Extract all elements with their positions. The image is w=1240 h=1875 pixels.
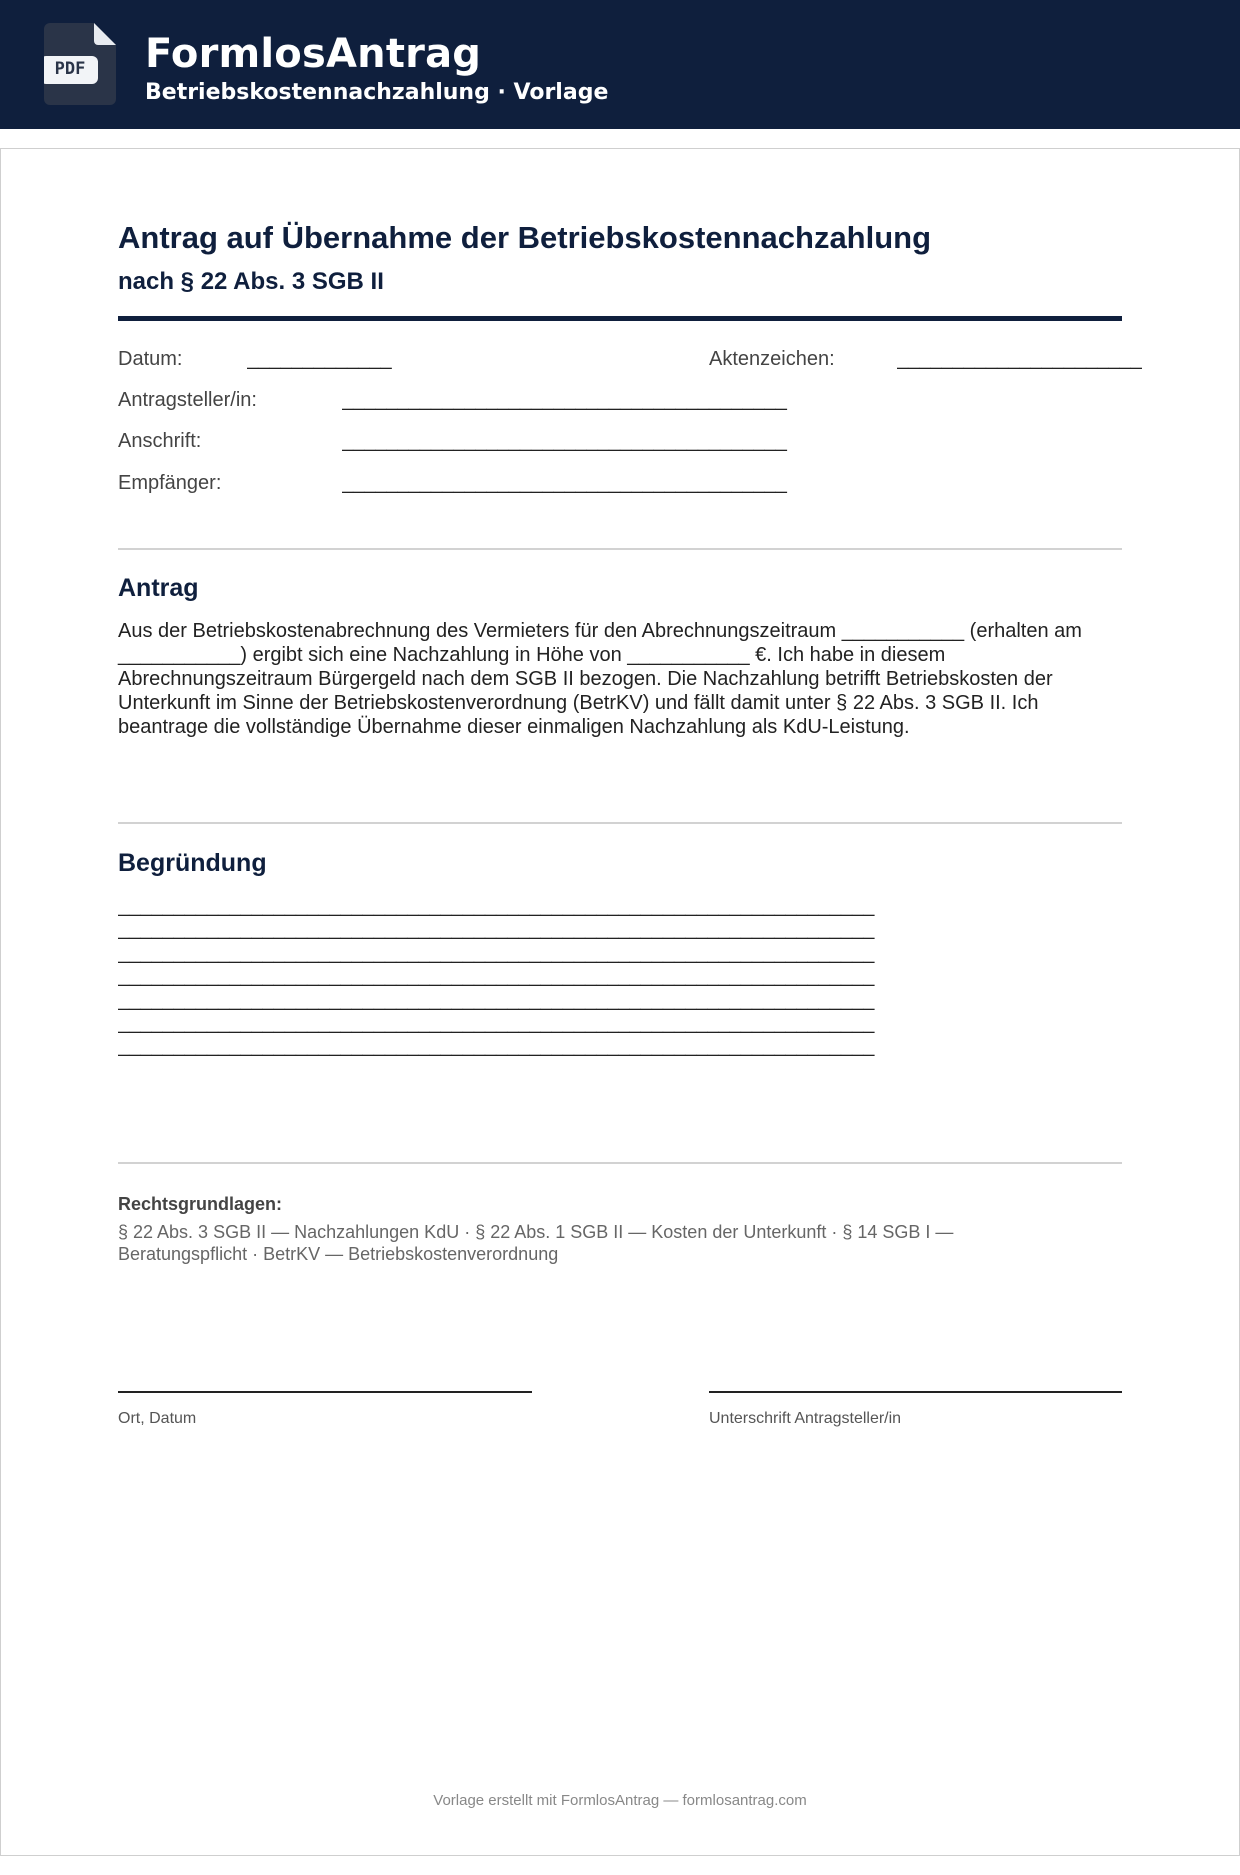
aktenzeichen-field[interactable]: ______________________ (897, 348, 1142, 370)
begruendung-lines[interactable] (118, 895, 978, 1059)
section-divider (118, 822, 1122, 824)
anschrift-field[interactable]: ________________________________________ (342, 430, 787, 452)
signature-caption: Unterschrift Antragsteller/in (709, 1410, 902, 1427)
begruendung-line[interactable]: ____________________________________________________________________ (118, 1035, 875, 1058)
antragsteller-label: Antragsteller/in: (118, 389, 257, 411)
begruendung-line[interactable]: ____________________________________________________________________ (118, 988, 875, 1011)
document-subtitle: nach § 22 Abs. 3 SGB II (118, 268, 384, 295)
pdf-file-icon (44, 23, 116, 105)
ort-datum-caption: Ort, Datum (118, 1410, 197, 1427)
empfaenger-label: Empfänger: (118, 472, 222, 494)
begruendung-line[interactable]: ____________________________________________________________________ (118, 1012, 875, 1035)
section-divider (118, 1162, 1122, 1164)
begruendung-line[interactable]: ____________________________________________________________________ (118, 965, 875, 988)
antragsteller-field[interactable]: ________________________________________ (342, 389, 787, 411)
empfaenger-field[interactable]: ________________________________________ (342, 472, 787, 494)
brand-name: FormlosAntrag (145, 31, 482, 77)
antrag-text: Aus der Betriebskostenabrechnung des Vermieters für den Abrechnungszeitraum ___________ (erhalten am ___________) ergibt sich eine Nachzahlung in Höhe von ___________ €. Ich habe in diesem Abrechnungszeitraum Bürgergeld nach dem SGB II bezogen. Die Nachzahlung betrifft Betriebskosten der Unterkunft im Sinne der Betriebskostenverordnung (BetrKV) und fällt damit unter § 22 Abs. 3 SGB II. Ich beantrage die vollständige Übernahme dieser einmaligen Nachzahlung als KdU-Leistung. (118, 620, 1082, 738)
title-divider (118, 316, 1122, 321)
footer-note: Vorlage erstellt mit FormlosAntrag — formlosantrag.com (433, 1792, 807, 1809)
rechtsgrundlagen-text: § 22 Abs. 3 SGB II — Nachzahlungen KdU · § 22 Abs. 1 SGB II — Kosten der Unterkunft · § 14 SGB I — Beratungspflicht · BetrKV — Betriebskostenverordnung (118, 1222, 954, 1264)
pdf-icon-label: PDF (54, 59, 86, 79)
signature-line[interactable] (709, 1391, 1122, 1393)
brand-subtitle: Betriebskostennachzahlung · Vorlage (145, 80, 609, 105)
begruendung-heading: Begründung (118, 849, 267, 877)
app-header (0, 0, 1240, 129)
datum-field[interactable]: _____________ (247, 348, 392, 370)
anschrift-label: Anschrift: (118, 430, 202, 452)
rechtsgrundlagen-heading: Rechtsgrundlagen: (118, 1194, 283, 1214)
aktenzeichen-label: Aktenzeichen: (709, 348, 835, 370)
antrag-heading: Antrag (118, 574, 199, 602)
datum-label: Datum: (118, 348, 183, 370)
document-title: Antrag auf Übernahme der Betriebskostennachzahlung (118, 220, 932, 255)
section-divider (118, 548, 1122, 550)
begruendung-line[interactable]: ____________________________________________________________________ (118, 895, 875, 917)
ort-datum-line[interactable] (118, 1391, 532, 1393)
begruendung-line[interactable]: ____________________________________________________________________ (118, 918, 875, 941)
begruendung-line[interactable]: ____________________________________________________________________ (118, 941, 875, 964)
